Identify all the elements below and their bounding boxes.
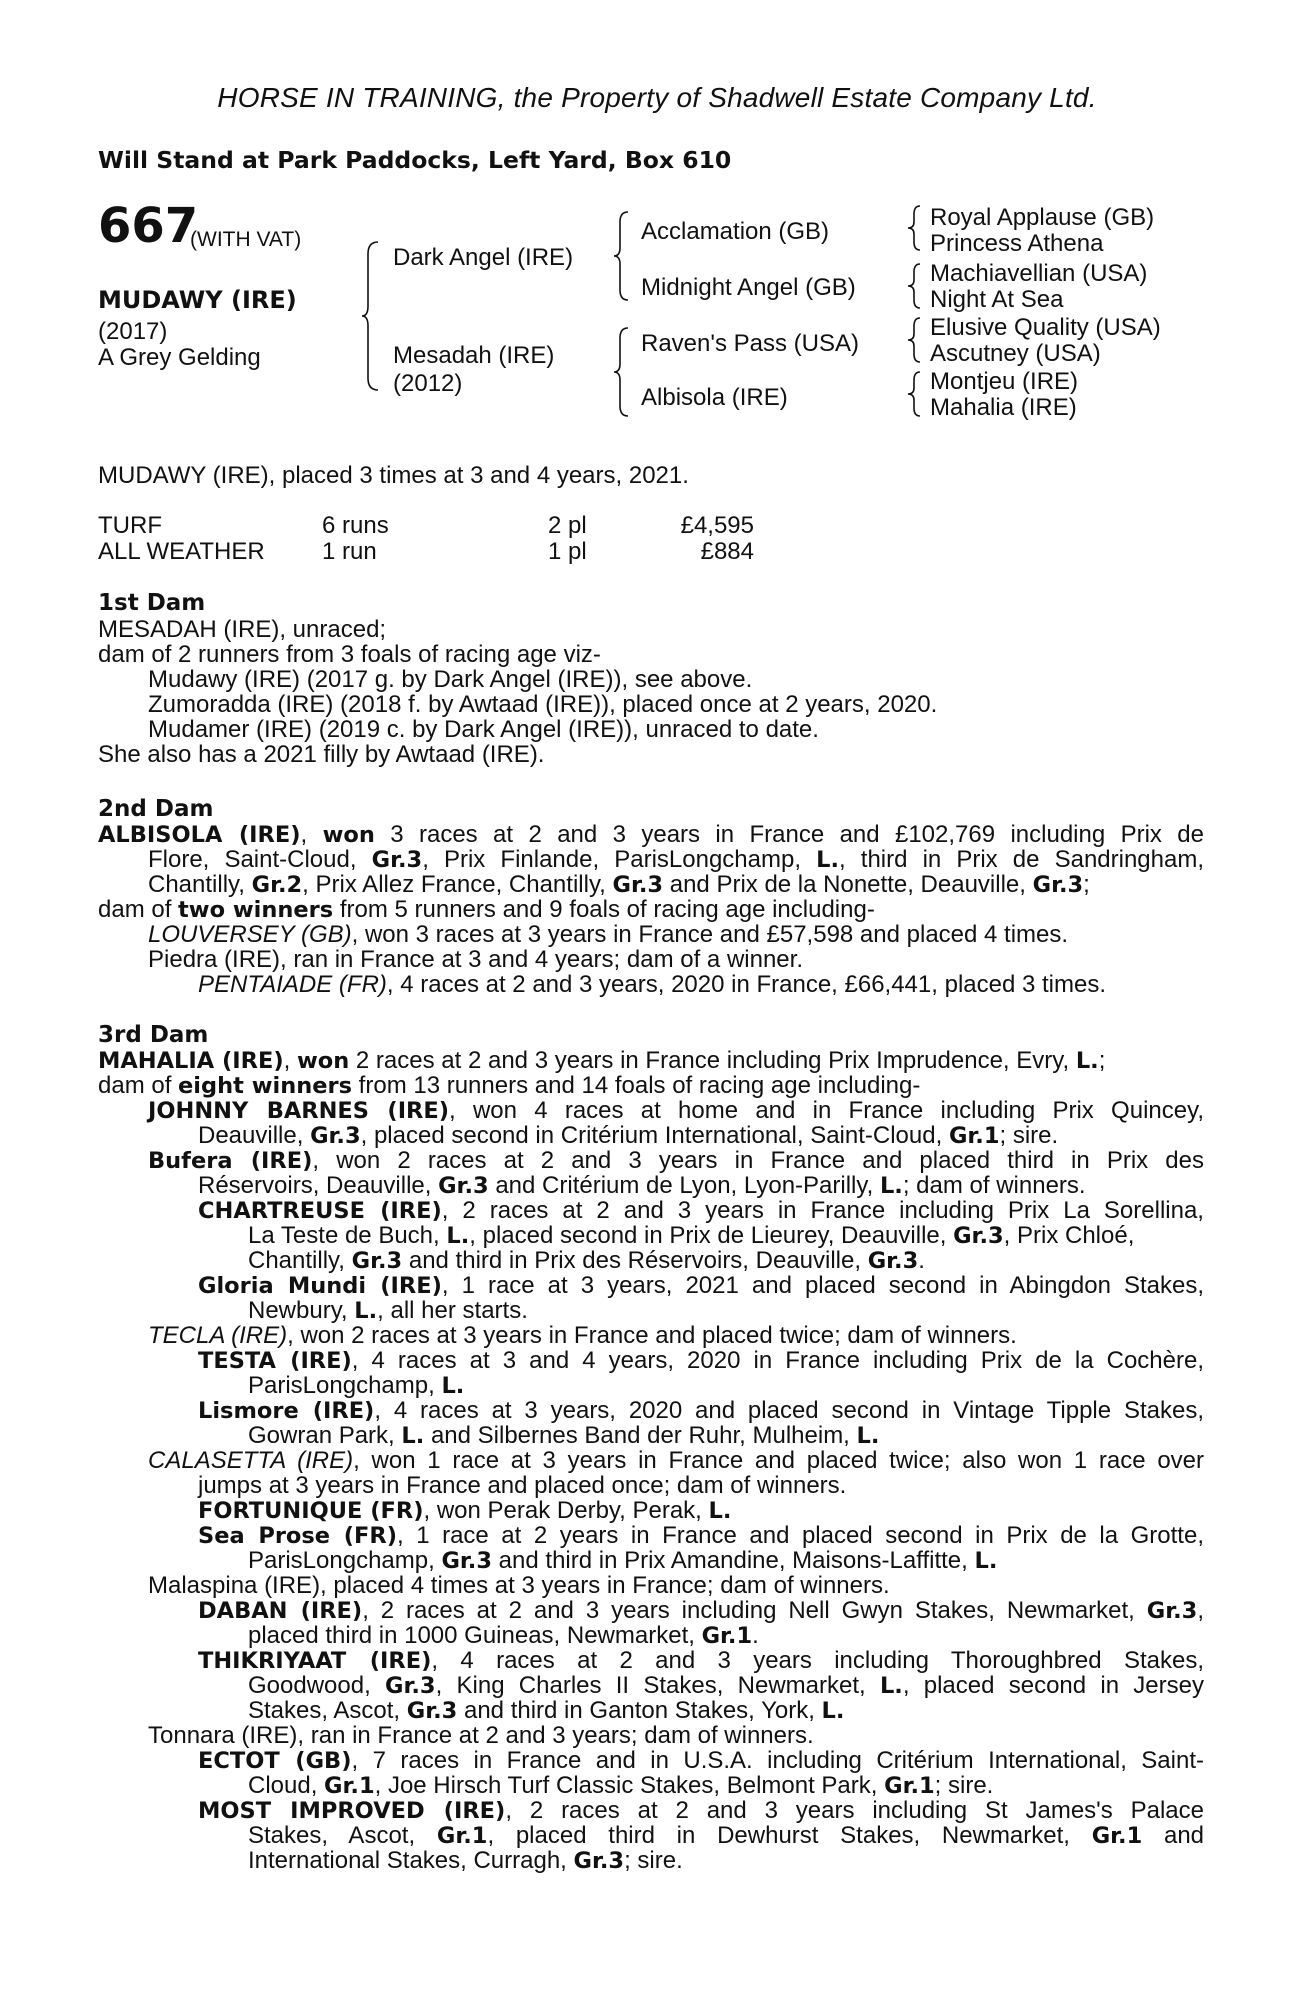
third-dam-line: FORTUNIQUE (FR), won Perak Derby, Perak, L. [198,1497,732,1524]
lot-number: 667 [98,198,199,254]
third-dam-line: TESTA (IRE), 4 races at 3 and 4 years, 2020 in France including Prix de la Cochère, [198,1347,1205,1374]
horse-name: MUDAWY (IRE) [98,286,297,314]
race-summary: MUDAWY (IRE), placed 3 times at 3 and 4 years, 2021. [98,462,689,489]
third-dam-line: Stakes, Ascot, Gr.1, placed third in Dewhurst Stakes, Newmarket, Gr.1 and [248,1822,1205,1849]
pedigree-brace-g3 [908,316,924,364]
third-dam-line: Malaspina (IRE), placed 4 times at 3 years in France; dam of winners. [148,1572,890,1599]
third-dam-line: International Stakes, Curragh, Gr.3; sire. [248,1847,683,1874]
pedigree-sire-sire: Acclamation (GB) [641,218,830,245]
third-dam-line: ParisLongchamp, L. [248,1372,465,1399]
third-dam-line: DABAN (IRE), 2 races at 2 and 3 years including Nell Gwyn Stakes, Newmarket, Gr.3, [198,1597,1204,1624]
horse-description: A Grey Gelding [98,344,261,371]
pedigree-sire: Dark Angel (IRE) [393,244,574,271]
third-dam-heading: 3rd Dam [98,1022,209,1048]
first-dam-line: Zumoradda (IRE) (2018 f. by Awtaad (IRE)), placed once at 2 years, 2020. [148,691,938,718]
third-dam-line: ECTOT (GB), 7 races in France and in U.S.A. including Critérium International, Saint- [198,1747,1204,1774]
third-dam-line: Newbury, L., all her starts. [248,1297,528,1324]
record-runs: 6 runs [322,512,389,539]
first-dam-line: Mudawy (IRE) (2017 g. by Dark Angel (IRE)), see above. [148,666,753,693]
record-placings: 1 pl [548,538,587,565]
third-dam-line: Réservoirs, Deauville, Gr.3 and Critérium de Lyon, Lyon-Parilly, L.; dam of winners. [198,1172,1086,1199]
record-earnings: £884 [700,538,754,565]
pedigree-g7: Montjeu (IRE) [930,368,1079,395]
third-dam-line: Chantilly, Gr.3 and third in Prix des Réservoirs, Deauville, Gr.3. [248,1247,925,1274]
third-dam-line: JOHNNY BARNES (IRE), won 4 races at home and in France including Prix Quincey, [148,1097,1204,1124]
third-dam-line: CHARTREUSE (IRE), 2 races at 2 and 3 years in France including Prix La Sorellina, [198,1197,1204,1224]
pedigree-g5: Elusive Quality (USA) [930,314,1161,341]
third-dam-line: Stakes, Ascot, Gr.3 and third in Ganton Stakes, York, L. [248,1697,845,1724]
third-dam-line: THIKRIYAAT (IRE), 4 races at 2 and 3 years including Thoroughbred Stakes, [198,1647,1205,1674]
third-dam-line: CALASETTA (IRE), won 1 race at 3 years in France and placed twice; also won 1 race over [148,1447,1205,1474]
second-dam-heading: 2nd Dam [98,796,214,822]
horse-year: (2017) [98,318,168,345]
third-dam-line: Lismore (IRE), 4 races at 3 years, 2020 and placed second in Vintage Tipple Stakes, [198,1397,1204,1424]
third-dam-line: Gowran Park, L. and Silbernes Band der Ruhr, Mulheim, L. [248,1422,880,1449]
first-dam-line: Mudamer (IRE) (2019 c. by Dark Angel (IRE)), unraced to date. [148,716,819,743]
pedigree-brace-g1 [908,204,924,252]
second-dam-line: PENTAIADE (FR), 4 races at 2 and 3 years, 2020 in France, £66,441, placed 3 times. [198,971,1107,998]
pedigree-g4: Night At Sea [930,286,1064,313]
third-dam-line: ParisLongchamp, Gr.3 and third in Prix Amandine, Maisons-Laffitte, L. [248,1547,998,1574]
pedigree-dam-dam: Albisola (IRE) [641,384,788,411]
third-dam-line: Tonnara (IRE), ran in France at 2 and 3 years; dam of winners. [148,1722,814,1749]
third-dam-line: TECLA (IRE), won 2 races at 3 years in France and placed twice; dam of winners. [148,1322,1017,1349]
pedigree-brace-sire [614,210,632,302]
third-dam-line: La Teste de Buch, L., placed second in Prix de Lieurey, Deauville, Gr.3, Prix Chloé, [248,1222,1135,1249]
third-dam-line: Goodwood, Gr.3, King Charles II Stakes, Newmarket, L., placed second in Jersey [248,1672,1204,1699]
first-dam-heading: 1st Dam [98,590,206,616]
record-surface: TURF [98,512,162,539]
second-dam-line: ALBISOLA (IRE), won 3 races at 2 and 3 years in France and £102,769 including Prix de [98,821,1205,848]
pedigree-brace-dam [614,326,632,418]
pedigree-brace-g4 [908,370,924,418]
pedigree-g8: Mahalia (IRE) [930,394,1077,421]
pedigree-dam-sire: Raven's Pass (USA) [641,330,859,357]
third-dam-line: Gloria Mundi (IRE), 1 race at 3 years, 2021 and placed second in Abingdon Stakes, [198,1272,1204,1299]
record-surface: ALL WEATHER [98,538,265,565]
record-placings: 2 pl [548,512,587,539]
third-dam-line: placed third in 1000 Guineas, Newmarket, Gr.1. [248,1622,759,1649]
pedigree-g1: Royal Applause (GB) [930,204,1155,231]
page-title: HORSE IN TRAINING, the Property of Shadwell Estate Company Ltd. [217,82,1097,113]
pedigree-sire-dam: Midnight Angel (GB) [641,274,856,301]
second-dam-line: dam of two winners from 5 runners and 9 foals of racing age including- [98,896,875,923]
first-dam-line: MESADAH (IRE), unraced; [98,616,387,643]
pedigree-g3: Machiavellian (USA) [930,260,1148,287]
third-dam-line: MOST IMPROVED (IRE), 2 races at 2 and 3 years including St James's Palace [198,1797,1204,1824]
pedigree-dam-year: (2012) [393,370,463,397]
third-dam-line: MAHALIA (IRE), won 2 races at 2 and 3 years in France including Prix Imprudence, Evry, L.; [98,1047,1106,1074]
third-dam-line: dam of eight winners from 13 runners and 14 foals of racing age including- [98,1072,921,1099]
record-runs: 1 run [322,538,377,565]
third-dam-line: jumps at 3 years in France and placed once; dam of winners. [198,1472,847,1499]
vat-note: (WITH VAT) [190,228,302,251]
third-dam-line: Bufera (IRE), won 2 races at 2 and 3 years in France and placed third in Prix des [148,1147,1204,1174]
second-dam-line: LOUVERSEY (GB), won 3 races at 3 years in France and £57,598 and placed 4 times. [148,921,1069,948]
pedigree-brace-g2 [908,262,924,310]
first-dam-line: dam of 2 runners from 3 foals of racing age viz- [98,641,601,668]
record-earnings: £4,595 [680,512,754,539]
second-dam-line: Piedra (IRE), ran in France at 3 and 4 years; dam of a winner. [148,946,803,973]
first-dam-line: She also has a 2021 filly by Awtaad (IRE). [98,741,545,768]
second-dam-line: Flore, Saint-Cloud, Gr.3, Prix Finlande, ParisLongchamp, L., third in Prix de Sandringham, [148,846,1205,873]
pedigree-g6: Ascutney (USA) [930,340,1101,367]
third-dam-line: Sea Prose (FR), 1 race at 2 years in France and placed second in Prix de la Grotte, [198,1522,1204,1549]
third-dam-line: Deauville, Gr.3, placed second in Critérium International, Saint-Cloud, Gr.1; sire. [198,1122,1059,1149]
second-dam-line: Chantilly, Gr.2, Prix Allez France, Chantilly, Gr.3 and Prix de la Nonette, Deauville, Gr.3; [148,871,1090,898]
stand-location: Will Stand at Park Paddocks, Left Yard, Box 610 [98,146,732,174]
pedigree-g2: Princess Athena [930,230,1104,257]
pedigree-dam: Mesadah (IRE) [393,342,555,369]
pedigree-brace-main [362,240,382,392]
third-dam-line: Cloud, Gr.1, Joe Hirsch Turf Classic Stakes, Belmont Park, Gr.1; sire. [248,1772,994,1799]
